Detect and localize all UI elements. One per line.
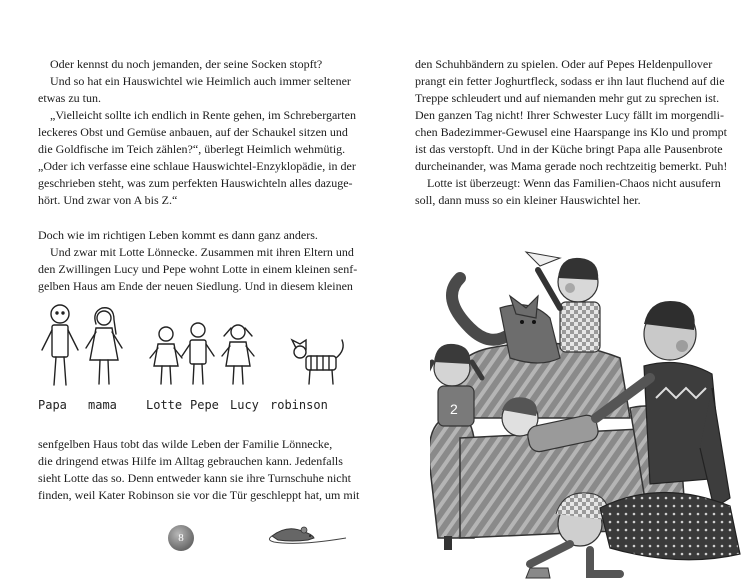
drawing-labels	[30, 398, 350, 418]
lucy-figure	[222, 325, 254, 384]
text-line: senfgelben Haus tobt das wilde Leben der Familie Lönnecke,	[38, 437, 333, 451]
text-line: soll, dann muss so ein kleiner Hauswichtel her.	[415, 193, 641, 207]
papa-figure	[42, 305, 78, 385]
text-line: leckeres Obst und Gemüse anbauen, auf der Schaukel sitzen und	[38, 125, 348, 139]
text-line: Doch wie im richtigen Leben kommt es dann ganz anders.	[38, 228, 318, 242]
text-line: Oder kennst du noch jemanden, der seine Socken stopft?	[50, 57, 323, 71]
text-line: chen Badezimmer-Gewusel eine Haarspange ins Klo und prompt	[415, 125, 727, 139]
stick-figures	[30, 300, 350, 400]
left-bottom-text	[38, 436, 360, 504]
text-line: prangt ein fetter Joghurtfleck, sodass er ihn laut fluchend auf die	[415, 74, 725, 88]
text-line: Lotte ist überzeugt: Wenn das Familien-Chaos nicht ausufern	[427, 176, 721, 190]
text-line: „Vielleicht sollte ich endlich in Rente gehen, im Schrebergarten	[50, 108, 356, 122]
text-line: Treppe schleudert und auf niemanden mehr gut zu sprechen ist.	[415, 91, 720, 105]
family-stick-figure-drawing	[30, 300, 350, 420]
right-top-text	[415, 56, 728, 209]
text-line: die dringend etwas Hilfe im Alltag gebrauchen kann. Jedenfalls	[38, 454, 343, 468]
drawing-label-robinson: robinson	[270, 398, 328, 412]
drawing-label-lucy: Lucy	[230, 398, 259, 412]
drawing-label-papa: Papa	[38, 398, 67, 412]
drawing-label-lotte: Lotte	[146, 398, 183, 412]
mouse-icon	[268, 520, 348, 546]
text-line: Und so hat ein Hauswichtel wie Heimlich auch immer seltener	[50, 74, 351, 88]
mama-character	[530, 492, 740, 574]
text-line: etwas zu tun.	[38, 91, 101, 105]
text-line: sieht Lotte das so. Denn entweder kann sie ihre Turnschuhe nicht	[38, 471, 351, 485]
text-line: den Zwillingen Lucy und Pepe wohnt Lotte in einem kleinen senf-	[38, 262, 358, 276]
left-top-text	[38, 56, 358, 295]
text-line: die Goldfische im Teich zählen?“, überlegt Heimlich wehmütig.	[38, 142, 346, 156]
pepe-figure	[182, 323, 214, 384]
text-line: geschrieben steht, was zum perfekten Hauswichteln alles dazuge-	[38, 176, 353, 190]
text-line: ist das verstopft. Und in der Küche bringt Papa alle Pausenbrote	[415, 142, 723, 156]
text-line: durcheinander, was Mama gerade noch rechtzeitig bemerkt. Puh!	[415, 159, 728, 173]
robinson-cat-figure	[292, 340, 343, 384]
page-number: 8	[168, 525, 194, 551]
text-line: finden, weil Kater Robinson sie vor die Tür geschleppt hat, um mit	[38, 488, 360, 502]
lotte-figure	[150, 327, 182, 384]
svg-text:2: 2	[450, 401, 458, 417]
text-line: hört. Und zwar von A bis Z.“	[38, 193, 178, 207]
text-line: Den ganzen Tag nicht! Ihrer Schwester Lucy fällt im morgendli-	[415, 108, 724, 122]
drawing-label-pepe: Pepe	[190, 398, 219, 412]
mama-figure	[86, 308, 122, 384]
text-line: den Schuhbändern zu spielen. Oder auf Pepes Heldenpullover	[415, 57, 713, 71]
text-line: „Oder ich verfasse eine schlaue Hauswichtel-Enzyklopädie, in der	[38, 159, 356, 173]
text-line: Und zwar mit Lotte Lönnecke. Zusammen mit ihren Eltern und	[50, 245, 354, 259]
sock	[526, 568, 550, 578]
family-on-sofa-illustration	[430, 238, 750, 585]
drawing-label-mama: mama	[88, 398, 117, 412]
text-line: gelben Haus am Ende der neuen Siedlung. Und in diesem kleinen	[38, 279, 353, 293]
